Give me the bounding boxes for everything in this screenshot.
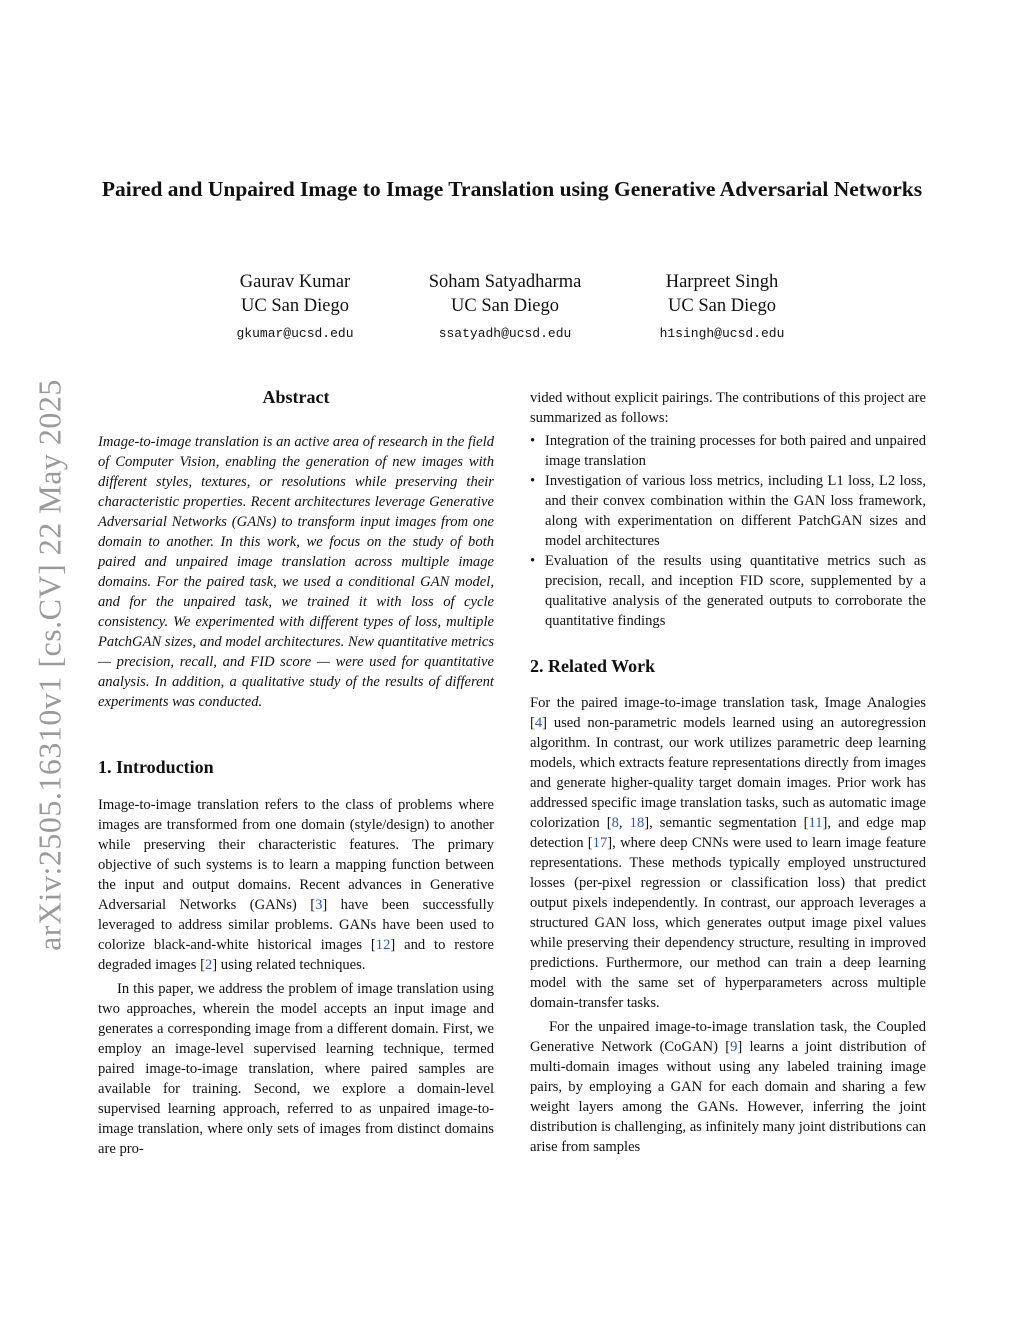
text-span: ], semantic segmentation [ — [644, 815, 809, 831]
contributions-list — [530, 431, 926, 631]
related-paragraph-1 — [530, 693, 926, 1013]
citation-link[interactable]: 2 — [204, 957, 213, 973]
text-span: , — [618, 815, 630, 831]
left-column — [98, 384, 494, 1159]
text-span: ] used non-parametric models learned using an autoregression algorithm. In contrast, our work utilizes parametric deep learning models, which extracts feature representations directly from images and generate higher-quality target domain images. Prior work has addressed specific image translation tasks, such as automatic image colorization [ — [530, 715, 926, 831]
list-item: • Investigation of various loss metrics, including L1 loss, L2 loss, and their convex combination within the GAN loss framework, along with experimentation on different PatchGAN sizes and model architectures — [530, 471, 926, 551]
right-column — [530, 388, 926, 1157]
intro-paragraph-1 — [98, 795, 494, 975]
text-span: For the unpaired image-to-image translation task, the Coupled Generative Network (CoGAN) [ — [530, 1019, 926, 1055]
citation-link[interactable]: 3 — [315, 897, 323, 913]
related-work-heading: 2. Related Work — [530, 656, 656, 676]
author-block — [622, 270, 822, 346]
text-span: ], and edge map detection [ — [530, 815, 926, 851]
text-span: ] and to restore degraded images [ — [98, 937, 494, 973]
author-block — [405, 270, 605, 346]
text-span: ] have been successfully leveraged to address similar problems. GANs have been used to colorize black-and-white historical images [ — [98, 897, 495, 953]
author-email[interactable]: ssatyadh@ucsd.edu — [438, 326, 572, 341]
related-paragraph-2 — [530, 1017, 926, 1157]
intro-paragraph-2-continued: vided without explicit pairings. The contributions of this project are summarized as follows: — [530, 390, 926, 426]
author-block — [195, 270, 395, 346]
text-span: For the paired image-to-image translation task, Image Analogies [ — [530, 695, 926, 731]
author-email[interactable]: h1singh@ucsd.edu — [659, 326, 785, 341]
introduction-heading: 1. Introduction — [98, 757, 214, 777]
abstract-heading: Abstract — [262, 387, 330, 407]
author-affiliation: UC San Diego — [668, 296, 776, 316]
citation-link[interactable]: 12 — [375, 937, 391, 953]
citation-link[interactable]: 4 — [534, 715, 543, 731]
citation-link[interactable]: 8 — [611, 815, 619, 831]
text-span: ] using related techniques. — [212, 957, 366, 973]
list-item: • Evaluation of the results using quantitative metrics such as precision, recall, and inception FID score, supplemented by a qualitative analysis of the generated outputs to corroborate the quantitative findings — [530, 551, 926, 631]
author-email[interactable]: gkumar@ucsd.edu — [236, 326, 354, 341]
citation-link[interactable]: 9 — [730, 1039, 738, 1055]
citation-link[interactable]: 17 — [592, 835, 608, 851]
text-span: Image-to-image translation refers to the class of problems where images are transformed from one domain (style/design) to another while preserving their characteristic features. The primary objective of such systems is to learn a mapping function between the input and output domains. Recent advances in Generative Adversarial Networks (GANs) [ — [98, 797, 494, 913]
text-span: ] learns a joint distribution of multi-domain images without using any labeled training image pairs, by employing a GAN for each domain and sharing a few weight layers among the GANs. However, inferring the joint distribution is challenging, as infinitely many joint distributions can arise from samples — [530, 1039, 927, 1155]
arxiv-identifier: arXiv:2505.16310v1 [cs.CV] 22 May 2025 — [31, 379, 68, 951]
author-name: Soham Satyadharma — [428, 272, 582, 292]
paper-title: Paired and Unpaired Image to Image Translation using Generative Adversarial Networks — [101, 177, 923, 201]
text-span: ], where deep CNNs were used to learn image feature representations. These methods typically employed unstructured losses (per-pixel regression or classification loss) that predict output pixels independently. In contrast, our approach leverages a structured GAN loss, which generates output image pixel values while preserving their dependency structure, resulting in improved predictions. Furthermore, our method can train a deep learning model with the same set of hyperparameters across multiple domain-transfer tasks. — [530, 835, 926, 1011]
author-affiliation: UC San Diego — [451, 296, 559, 316]
citation-link[interactable]: 18 — [629, 815, 645, 831]
abstract-text: Image-to-image translation is an active area of research in the field of Computer Vision, enabling the generation of new images with different styles, textures, or resolutions while preserving their characteristic properties. Recent architectures leverage Generative Adversarial Networks (GANs) to transform input images from one domain to another. In this work, we focus on the study of both paired and unpaired image translation across multiple image domains. For the paired task, we used a conditional GAN model, and for the unpaired task, we trained it with loss of cycle consistency. We experimented with different types of loss, multiple PatchGAN sizes, and model architectures. New quantitative metrics — precision, recall, and FID score — were used for quantitative analysis. In addition, a qualitative study of the results of different experiments was conducted. — [98, 434, 494, 710]
citation-link[interactable]: 11 — [808, 815, 823, 831]
author-affiliation: UC San Diego — [241, 296, 349, 316]
author-name: Harpreet Singh — [665, 272, 779, 292]
list-item: • Integration of the training processes for both paired and unpaired image translation — [530, 431, 926, 471]
intro-paragraph-2: In this paper, we address the problem of image translation using two approaches, wherein the model accepts an input image and generates a corresponding image from a different domain. First, we employ an image-level supervised learning technique, termed paired image-to-image translation, where paired samples are available for training. Second, we explore a domain-level supervised learning approach, referred to as unpaired image-to-image translation, where only sets of images from distinct domains are pro- — [98, 981, 494, 1157]
author-name: Gaurav Kumar — [239, 272, 351, 292]
